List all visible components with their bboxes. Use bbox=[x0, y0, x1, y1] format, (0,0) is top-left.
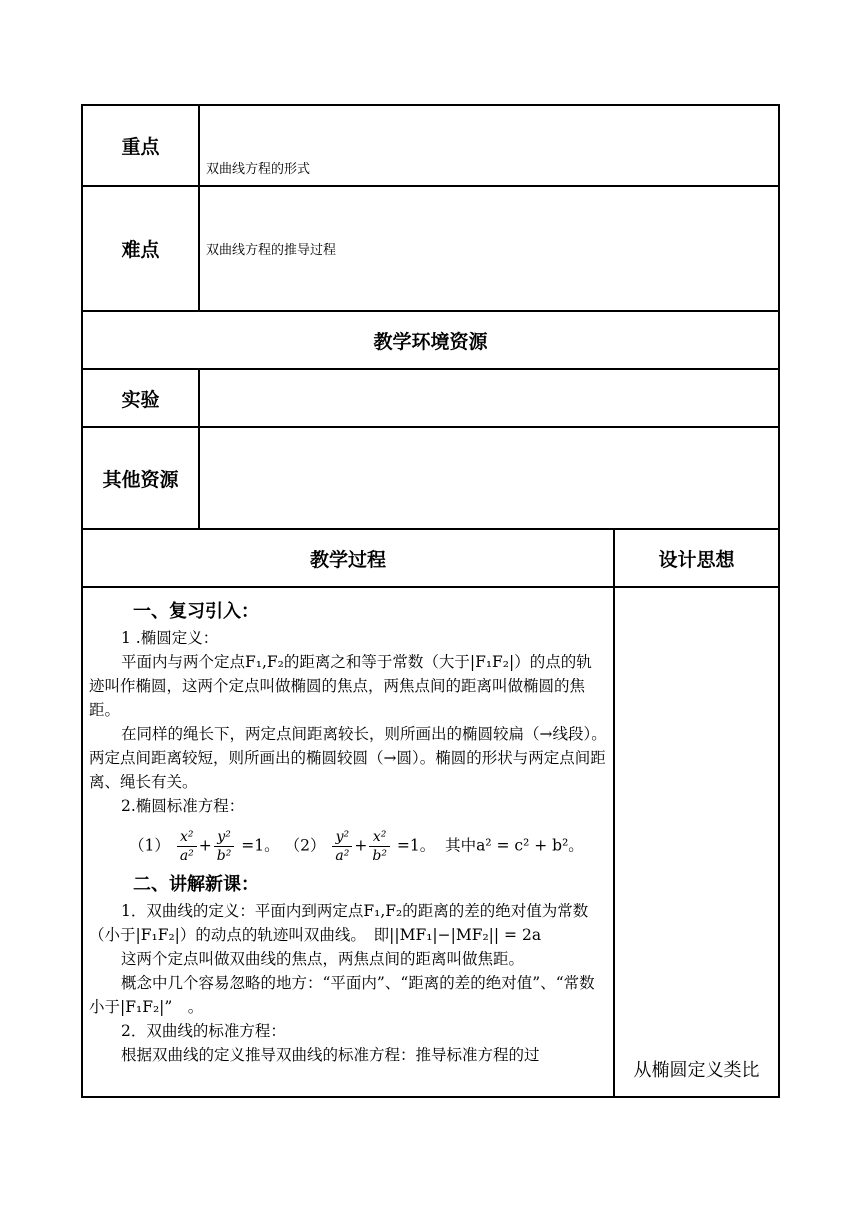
design-header: 设计思想 bbox=[614, 529, 779, 587]
lesson-plan-table bbox=[81, 104, 780, 1098]
paragraph-std-eq-title: 2．双曲线的标准方程： bbox=[121, 1022, 286, 1040]
fraction-y2-a2: $\frac{\text{y²}}{\text{a²}}$ bbox=[332, 828, 352, 865]
paragraph-notes: 概念中几个容易忽略的地方：“平面内”、“距离的差的绝对值”、“常数小于|F₁F₂|” 。 bbox=[89, 974, 595, 1016]
formula-eq-1: =1。 bbox=[241, 836, 280, 855]
other-resources-label: 其他资源 bbox=[82, 427, 199, 529]
difficulty-text: 双曲线方程的推导过程 bbox=[199, 186, 779, 311]
process-content-row bbox=[82, 587, 779, 1097]
experiment-label: 实验 bbox=[82, 369, 199, 427]
other-resources-value bbox=[199, 427, 779, 529]
paragraph-ellipse-std-title: 2.椭圆标准方程： bbox=[121, 797, 245, 815]
process-header-row bbox=[82, 529, 779, 587]
paragraph-ellipse-def: 平面内与两个定点F₁,F₂的距离之和等于常数（大于|F₁F₂|）的点的轨迹叫作椭圆，这两个定点叫做椭圆的焦点，两焦点间的距离叫做椭圆的焦距。 bbox=[89, 653, 592, 719]
other-resources-row bbox=[82, 427, 779, 529]
formula-tail: 其中a² = c² + b²。 bbox=[445, 836, 584, 855]
ellipse-formulas: （1） $\frac{\text{x²}}{\text{a²}}$ + $\frac{\text{y²}}{\text{b²}}$ =1。 （2） $\frac{\text{y²}}{\text{a²}}$ + $\frac{\text{x²}}{\text{b²}}$ =1。 其中a² = c² + b²。 bbox=[129, 829, 584, 864]
design-note: 从椭圆定义类比 bbox=[614, 587, 779, 1097]
process-content bbox=[82, 587, 614, 1097]
paragraph-ellipse-def-title: 1 .椭圆定义： bbox=[121, 629, 219, 647]
resources-header-row bbox=[82, 311, 779, 369]
paragraph-hyperbola-def: 1．双曲线的定义：平面内到两定点F₁,F₂的距离的差的绝对值为常数（小于|F₁F₂|）的动点的轨迹叫双曲线。 即||MF₁|−|MF₂|| = 2a bbox=[89, 902, 589, 944]
formula-label-1: （1） bbox=[129, 836, 170, 855]
formula-label-2: （2） bbox=[284, 836, 326, 855]
experiment-value bbox=[199, 369, 779, 427]
fraction-x2-b2: $\frac{\text{x²}}{\text{b²}}$ bbox=[369, 828, 390, 865]
paragraph-foci: 这两个定点叫做双曲线的焦点，两焦点间的距离叫做焦距。 bbox=[121, 950, 525, 968]
difficulty-label: 难点 bbox=[82, 186, 199, 311]
section-new-lesson-title: 二、讲解新课： bbox=[133, 874, 259, 895]
section-review-title: 一、复习引入： bbox=[133, 601, 259, 622]
key-point-text: 双曲线方程的形式 bbox=[199, 105, 779, 186]
fraction-y2-b2: $\frac{\text{y²}}{\text{b²}}$ bbox=[214, 828, 235, 865]
process-header: 教学过程 bbox=[82, 529, 614, 587]
key-point-row bbox=[82, 105, 779, 186]
experiment-row bbox=[82, 369, 779, 427]
key-point-label: 重点 bbox=[82, 105, 199, 186]
formula-eq-2: =1。 bbox=[396, 836, 436, 855]
fraction-x2-a2: $\frac{\text{x²}}{\text{a²}}$ bbox=[177, 828, 197, 865]
resources-header: 教学环境资源 bbox=[82, 311, 779, 369]
paragraph-ellipse-shape: 在同样的绳长下，两定点间距离较长，则所画出的椭圆较扁（→线段）。两定点间距离较短，则所画出的椭圆较圆（→圆）。椭圆的形状与两定点间距离、绳长有关。 bbox=[89, 725, 607, 791]
difficulty-row bbox=[82, 186, 779, 311]
paragraph-derivation: 根据双曲线的定义推导双曲线的标准方程：推导标准方程的过 bbox=[121, 1046, 540, 1064]
